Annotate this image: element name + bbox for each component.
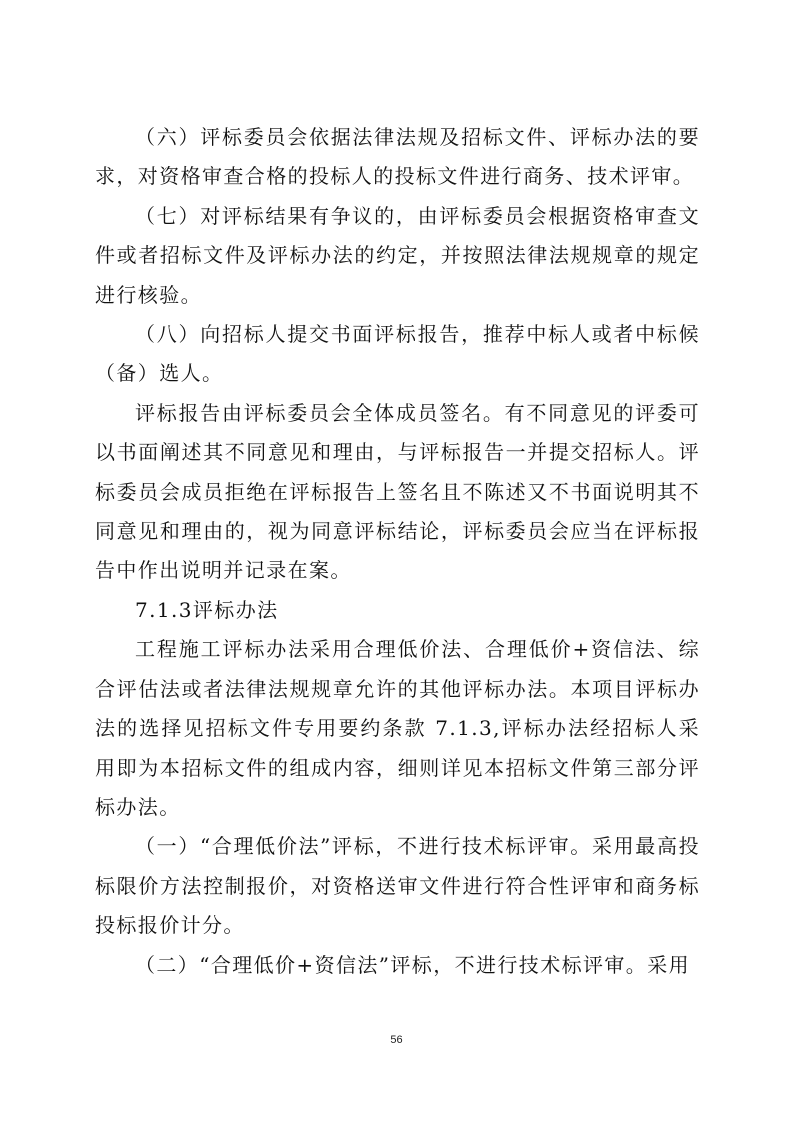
- section-heading-7-1-3: 7.1.3评标办法: [135, 597, 279, 622]
- document-body: [95, 118, 700, 985]
- paragraph-methods: 工程施工评标办法采用合理低价法、合理低价+资信法、综合评估法或者法律法规规章允许的其他评标办法。本项目评标办法的选择见招标文件专用要约条款 7.1.3,评标办法经招标人采用即为本招标文件的组成内容，细则详见本招标文件第三部分评标办法。: [95, 637, 700, 819]
- paragraph-item-2: （二）“合理低价+资信法”评标，不进行技术标评审。采用: [135, 952, 691, 977]
- paragraph-8: （八）向招标人提交书面评标报告，推荐中标人或者中标候（备）选人。: [95, 322, 700, 386]
- page-number: 56: [390, 1034, 403, 1046]
- paragraph-6: （六）评标委员会依据法律法规及招标文件、评标办法的要求，对资格审查合格的投标人的投标文件进行商务、技术评审。: [95, 125, 700, 189]
- paragraph-report: 评标报告由评标委员会全体成员签名。有不同意见的评委可以书面阐述其不同意见和理由，与评标报告一并提交招标人。评标委员会成员拒绝在评标报告上签名且不陈述又不书面说明其不同意见和理由的，视为同意评标结论，评标委员会应当在评标报告中作出说明并记录在案。: [95, 400, 700, 583]
- paragraph-item-1: （一）“合理低价法”评标，不进行技术标评审。采用最高投标限价方法控制报价，对资格送审文件进行符合性评审和商务标投标报价计分。: [95, 834, 700, 938]
- paragraph-7: （七）对评标结果有争议的，由评标委员会根据资格审查文件或者招标文件及评标办法的约定，并按照法律法规规章的规定进行核验。: [95, 203, 700, 307]
